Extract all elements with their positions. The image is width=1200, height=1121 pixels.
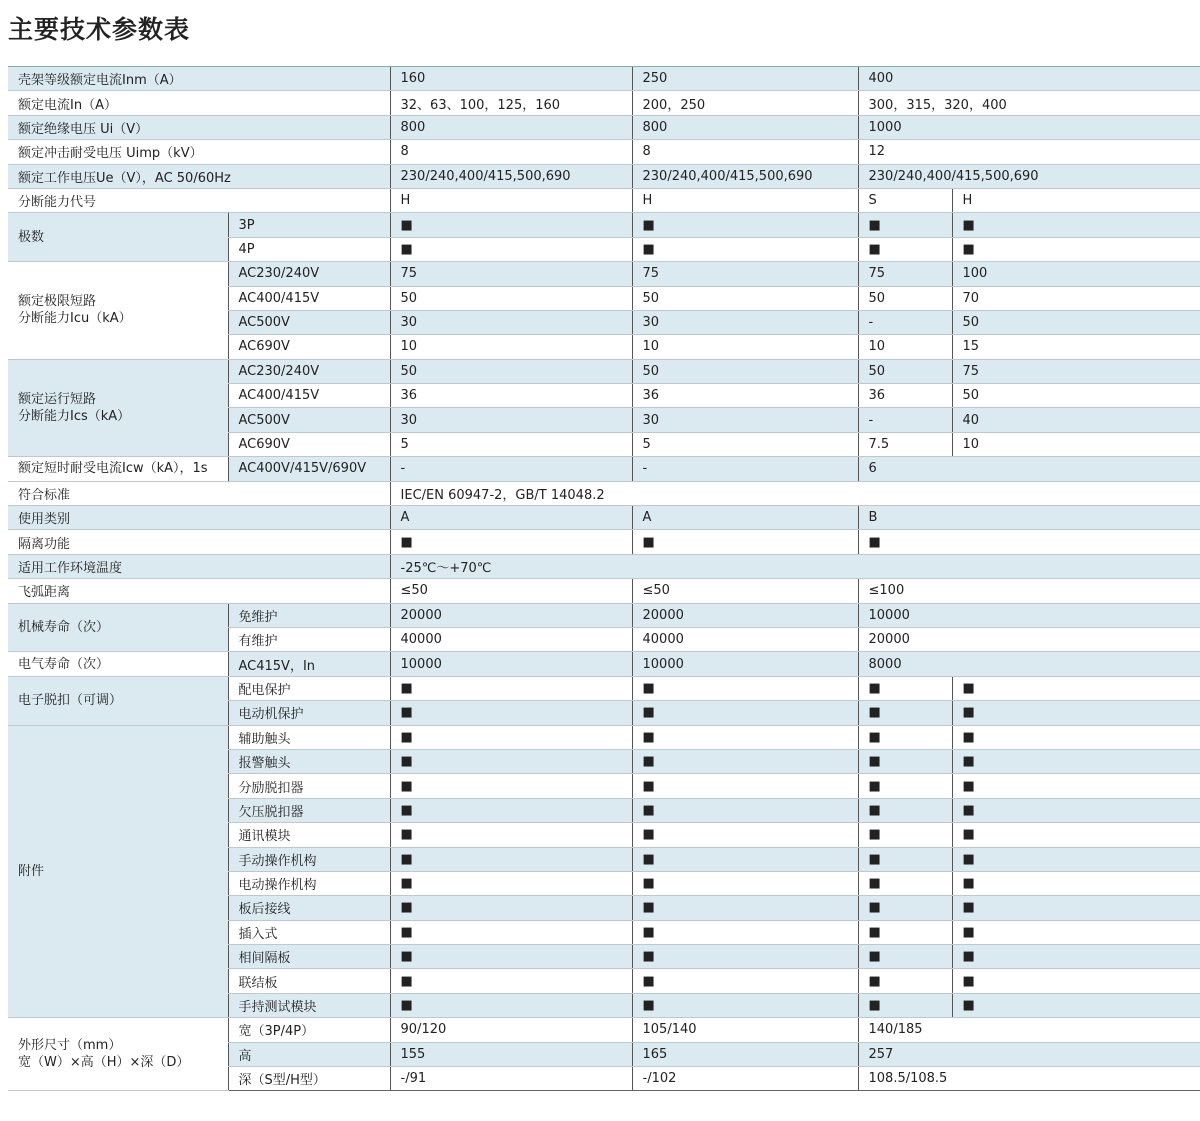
value-cell: ■: [632, 530, 858, 554]
group-label: [8, 725, 228, 1018]
value-cell: 70: [952, 286, 1200, 310]
value-cell: ■: [632, 749, 858, 773]
group-label: [8, 676, 228, 725]
value-cell: 75: [632, 262, 858, 286]
table-row: [8, 457, 1200, 481]
value-cell: ■: [952, 701, 1200, 725]
value-cell: B: [858, 506, 1200, 530]
value-cell: ■: [632, 945, 858, 969]
value-cell: -: [858, 310, 952, 334]
sub-label: 3P: [228, 213, 390, 237]
value-cell: -/102: [632, 1067, 858, 1091]
table-row: [8, 115, 1200, 139]
value-cell: ■: [390, 920, 632, 944]
row-label: 额定冲击耐受电压 Uimp（kV）: [8, 140, 390, 164]
table-row: [8, 262, 1200, 286]
value-cell: 40000: [632, 627, 858, 651]
group-label-line: 额定极限短路: [18, 294, 97, 310]
value-cell: H: [952, 188, 1200, 212]
value-cell: ■: [390, 725, 632, 749]
table-row: [8, 164, 1200, 188]
value-cell: ■: [858, 676, 952, 700]
page-title: 主要技术参数表: [8, 15, 191, 44]
value-cell: 200，250: [632, 91, 858, 115]
group-label: [8, 359, 228, 457]
value-cell: ■: [858, 774, 952, 798]
group-label-line: 机械寿命（次）: [18, 619, 110, 635]
value-cell: 800: [390, 115, 632, 139]
sub-label: AC230/240V: [228, 359, 390, 383]
sub-label: 配电保护: [228, 676, 390, 700]
value-cell: 30: [632, 310, 858, 334]
table-row: [8, 213, 1200, 237]
value-cell: 108.5/108.5: [858, 1067, 1200, 1091]
value-cell: ■: [952, 945, 1200, 969]
value-cell: ■: [858, 749, 952, 773]
sub-label: 板后接线: [228, 896, 390, 920]
value-cell: ■: [390, 237, 632, 261]
value-cell: ■: [390, 213, 632, 237]
table-row: [8, 603, 1200, 627]
value-cell: 105/140: [632, 1018, 858, 1042]
value-cell: ■: [952, 676, 1200, 700]
value-cell: -25℃～+70℃: [390, 554, 1200, 578]
spec-table: [8, 66, 1200, 1091]
sub-label: 通讯模块: [228, 823, 390, 847]
value-cell: 50: [390, 286, 632, 310]
group-label-line: 宽（W）×高（H）×深（D）: [18, 1055, 190, 1071]
sub-label: 免维护: [228, 603, 390, 627]
value-cell: 50: [390, 359, 632, 383]
value-cell: 230/240,400/415,500,690: [858, 164, 1200, 188]
value-cell: ■: [632, 847, 858, 871]
value-cell: ≤50: [632, 579, 858, 603]
value-cell: 10000: [632, 652, 858, 676]
table-row: [8, 652, 1200, 676]
value-cell: ■: [632, 871, 858, 895]
value-cell: 30: [390, 408, 632, 432]
value-cell: ■: [858, 530, 1200, 554]
value-cell: ■: [858, 896, 952, 920]
value-cell: ■: [632, 920, 858, 944]
row-label: 飞弧距离: [8, 579, 390, 603]
value-cell: 36: [632, 384, 858, 408]
value-cell: ■: [858, 920, 952, 944]
row-label: 额定工作电压Ue（V），AC 50/60Hz: [8, 164, 390, 188]
value-cell: ■: [390, 676, 632, 700]
value-cell: ■: [952, 774, 1200, 798]
value-cell: ■: [858, 725, 952, 749]
value-cell: ■: [390, 896, 632, 920]
value-cell: 300，315，320，400: [858, 91, 1200, 115]
value-cell: ■: [952, 725, 1200, 749]
sub-label: AC400/415V: [228, 384, 390, 408]
value-cell: 100: [952, 262, 1200, 286]
value-cell: 5: [632, 432, 858, 456]
value-cell: 250: [632, 67, 858, 91]
value-cell: 40: [952, 408, 1200, 432]
value-cell: 12: [858, 140, 1200, 164]
group-label: [8, 652, 228, 676]
sub-label: 欠压脱扣器: [228, 798, 390, 822]
value-cell: ■: [858, 969, 952, 993]
sub-label: 辅助触头: [228, 725, 390, 749]
value-cell: ■: [632, 993, 858, 1017]
value-cell: 75: [858, 262, 952, 286]
table-row: [8, 554, 1200, 578]
value-cell: ■: [858, 798, 952, 822]
value-cell: H: [632, 188, 858, 212]
group-label-line: 极数: [18, 229, 45, 245]
group-label-line: 外形尺寸（mm）: [18, 1038, 122, 1054]
value-cell: ■: [390, 701, 632, 725]
value-cell: ■: [952, 749, 1200, 773]
value-cell: ■: [632, 725, 858, 749]
value-cell: ■: [632, 701, 858, 725]
row-label: 额定电流In（A）: [8, 91, 390, 115]
value-cell: ■: [952, 237, 1200, 261]
row-label: 壳架等级额定电流Inm（A）: [8, 67, 390, 91]
sub-label: AC500V: [228, 310, 390, 334]
value-cell: ■: [952, 847, 1200, 871]
group-label: [8, 213, 228, 262]
value-cell: ■: [390, 945, 632, 969]
value-cell: IEC/EN 60947-2，GB/T 14048.2: [390, 481, 1200, 505]
value-cell: ■: [858, 945, 952, 969]
sub-label: 电动操作机构: [228, 871, 390, 895]
value-cell: 75: [952, 359, 1200, 383]
value-cell: ■: [632, 798, 858, 822]
value-cell: 257: [858, 1042, 1200, 1066]
group-label-line: 电气寿命（次）: [18, 656, 110, 672]
sub-label: AC690V: [228, 432, 390, 456]
value-cell: 230/240,400/415,500,690: [632, 164, 858, 188]
value-cell: 10: [390, 335, 632, 359]
sub-label: 电动机保护: [228, 701, 390, 725]
sub-label: 手持测试模块: [228, 993, 390, 1017]
value-cell: ■: [952, 920, 1200, 944]
sub-label: 分励脱扣器: [228, 774, 390, 798]
value-cell: 8: [632, 140, 858, 164]
value-cell: 20000: [632, 603, 858, 627]
value-cell: 90/120: [390, 1018, 632, 1042]
table-row: [8, 725, 1200, 749]
value-cell: ■: [390, 749, 632, 773]
value-cell: ■: [390, 823, 632, 847]
value-cell: 230/240,400/415,500,690: [390, 164, 632, 188]
value-cell: ■: [632, 237, 858, 261]
value-cell: 75: [390, 262, 632, 286]
sub-label: 有维护: [228, 627, 390, 651]
value-cell: 140/185: [858, 1018, 1200, 1042]
row-label: 额定绝缘电压 Ui（V）: [8, 115, 390, 139]
row-label: 使用类别: [8, 506, 390, 530]
value-cell: ■: [390, 993, 632, 1017]
value-cell: 7.5: [858, 432, 952, 456]
group-label-line: 附件: [18, 863, 45, 879]
value-cell: 1000: [858, 115, 1200, 139]
value-cell: 155: [390, 1042, 632, 1066]
value-cell: ■: [858, 823, 952, 847]
value-cell: -/91: [390, 1067, 632, 1091]
value-cell: -: [858, 408, 952, 432]
value-cell: 50: [858, 359, 952, 383]
value-cell: ■: [858, 993, 952, 1017]
value-cell: ■: [632, 896, 858, 920]
value-cell: 165: [632, 1042, 858, 1066]
group-label: [8, 1018, 228, 1091]
row-label: 适用工作环境温度: [8, 554, 390, 578]
value-cell: 40000: [390, 627, 632, 651]
value-cell: A: [390, 506, 632, 530]
value-cell: ■: [858, 871, 952, 895]
value-cell: 6: [858, 457, 1200, 481]
value-cell: ■: [390, 871, 632, 895]
value-cell: A: [632, 506, 858, 530]
value-cell: 32、63、100，125，160: [390, 91, 632, 115]
value-cell: ■: [632, 676, 858, 700]
table-row: [8, 140, 1200, 164]
value-cell: ■: [390, 530, 632, 554]
value-cell: 15: [952, 335, 1200, 359]
table-row: [8, 67, 1200, 91]
value-cell: ■: [952, 213, 1200, 237]
value-cell: -: [632, 457, 858, 481]
sub-label: AC400V/415V/690V: [228, 457, 390, 481]
value-cell: 8: [390, 140, 632, 164]
value-cell: ■: [390, 774, 632, 798]
sub-label: AC690V: [228, 335, 390, 359]
value-cell: 50: [632, 286, 858, 310]
group-label-line: 额定运行短路: [18, 391, 97, 407]
table-row: [8, 481, 1200, 505]
value-cell: 10000: [390, 652, 632, 676]
sub-label: AC400/415V: [228, 286, 390, 310]
value-cell: ■: [632, 969, 858, 993]
sub-label: 插入式: [228, 920, 390, 944]
sub-label: AC415V，In: [228, 652, 390, 676]
value-cell: 20000: [858, 627, 1200, 651]
value-cell: ■: [858, 701, 952, 725]
value-cell: 10: [858, 335, 952, 359]
value-cell: H: [390, 188, 632, 212]
value-cell: ■: [632, 774, 858, 798]
row-label: 符合标准: [8, 481, 390, 505]
sub-label: AC230/240V: [228, 262, 390, 286]
group-label-line: 分断能力Icu（kA）: [18, 311, 132, 327]
value-cell: 800: [632, 115, 858, 139]
sub-label: 高: [228, 1042, 390, 1066]
group-label: [8, 262, 228, 360]
row-label: 隔离功能: [8, 530, 390, 554]
sub-label: 相间隔板: [228, 945, 390, 969]
value-cell: 10000: [858, 603, 1200, 627]
table-row: [8, 1018, 1200, 1042]
value-cell: ■: [858, 213, 952, 237]
value-cell: 20000: [390, 603, 632, 627]
value-cell: 30: [632, 408, 858, 432]
value-cell: -: [390, 457, 632, 481]
value-cell: 50: [952, 384, 1200, 408]
value-cell: ■: [952, 969, 1200, 993]
table-row: [8, 506, 1200, 530]
value-cell: 160: [390, 67, 632, 91]
sub-label: 深（S型/H型）: [228, 1067, 390, 1091]
value-cell: ■: [952, 823, 1200, 847]
value-cell: ■: [952, 896, 1200, 920]
value-cell: 5: [390, 432, 632, 456]
value-cell: ■: [390, 798, 632, 822]
value-cell: 10: [632, 335, 858, 359]
group-label: [8, 457, 228, 481]
table-row: [8, 188, 1200, 212]
value-cell: ■: [858, 237, 952, 261]
value-cell: 30: [390, 310, 632, 334]
table-row: [8, 676, 1200, 700]
value-cell: ≤50: [390, 579, 632, 603]
table-row: [8, 579, 1200, 603]
value-cell: 50: [952, 310, 1200, 334]
sub-label: 联结板: [228, 969, 390, 993]
group-label-line: 额定短时耐受电流Icw（kA），1s: [18, 461, 208, 477]
row-label: 分断能力代号: [8, 188, 390, 212]
value-cell: ■: [390, 847, 632, 871]
table-row: [8, 91, 1200, 115]
value-cell: 50: [858, 286, 952, 310]
value-cell: ≤100: [858, 579, 1200, 603]
value-cell: 8000: [858, 652, 1200, 676]
value-cell: ■: [632, 823, 858, 847]
value-cell: ■: [632, 213, 858, 237]
value-cell: 400: [858, 67, 1200, 91]
sub-label: 报警触头: [228, 749, 390, 773]
group-label-line: 分断能力Ics（kA）: [18, 408, 131, 424]
sub-label: 4P: [228, 237, 390, 261]
group-label: [8, 603, 228, 652]
value-cell: 10: [952, 432, 1200, 456]
sub-label: AC500V: [228, 408, 390, 432]
sub-label: 宽（3P/4P）: [228, 1018, 390, 1042]
value-cell: ■: [858, 847, 952, 871]
table-row: [8, 530, 1200, 554]
table-row: [8, 359, 1200, 383]
value-cell: 36: [390, 384, 632, 408]
value-cell: ■: [390, 969, 632, 993]
sub-label: 手动操作机构: [228, 847, 390, 871]
value-cell: S: [858, 188, 952, 212]
value-cell: ■: [952, 993, 1200, 1017]
group-label-line: 电子脱扣（可调）: [18, 693, 123, 709]
value-cell: ■: [952, 798, 1200, 822]
value-cell: ■: [952, 871, 1200, 895]
value-cell: 36: [858, 384, 952, 408]
value-cell: 50: [632, 359, 858, 383]
